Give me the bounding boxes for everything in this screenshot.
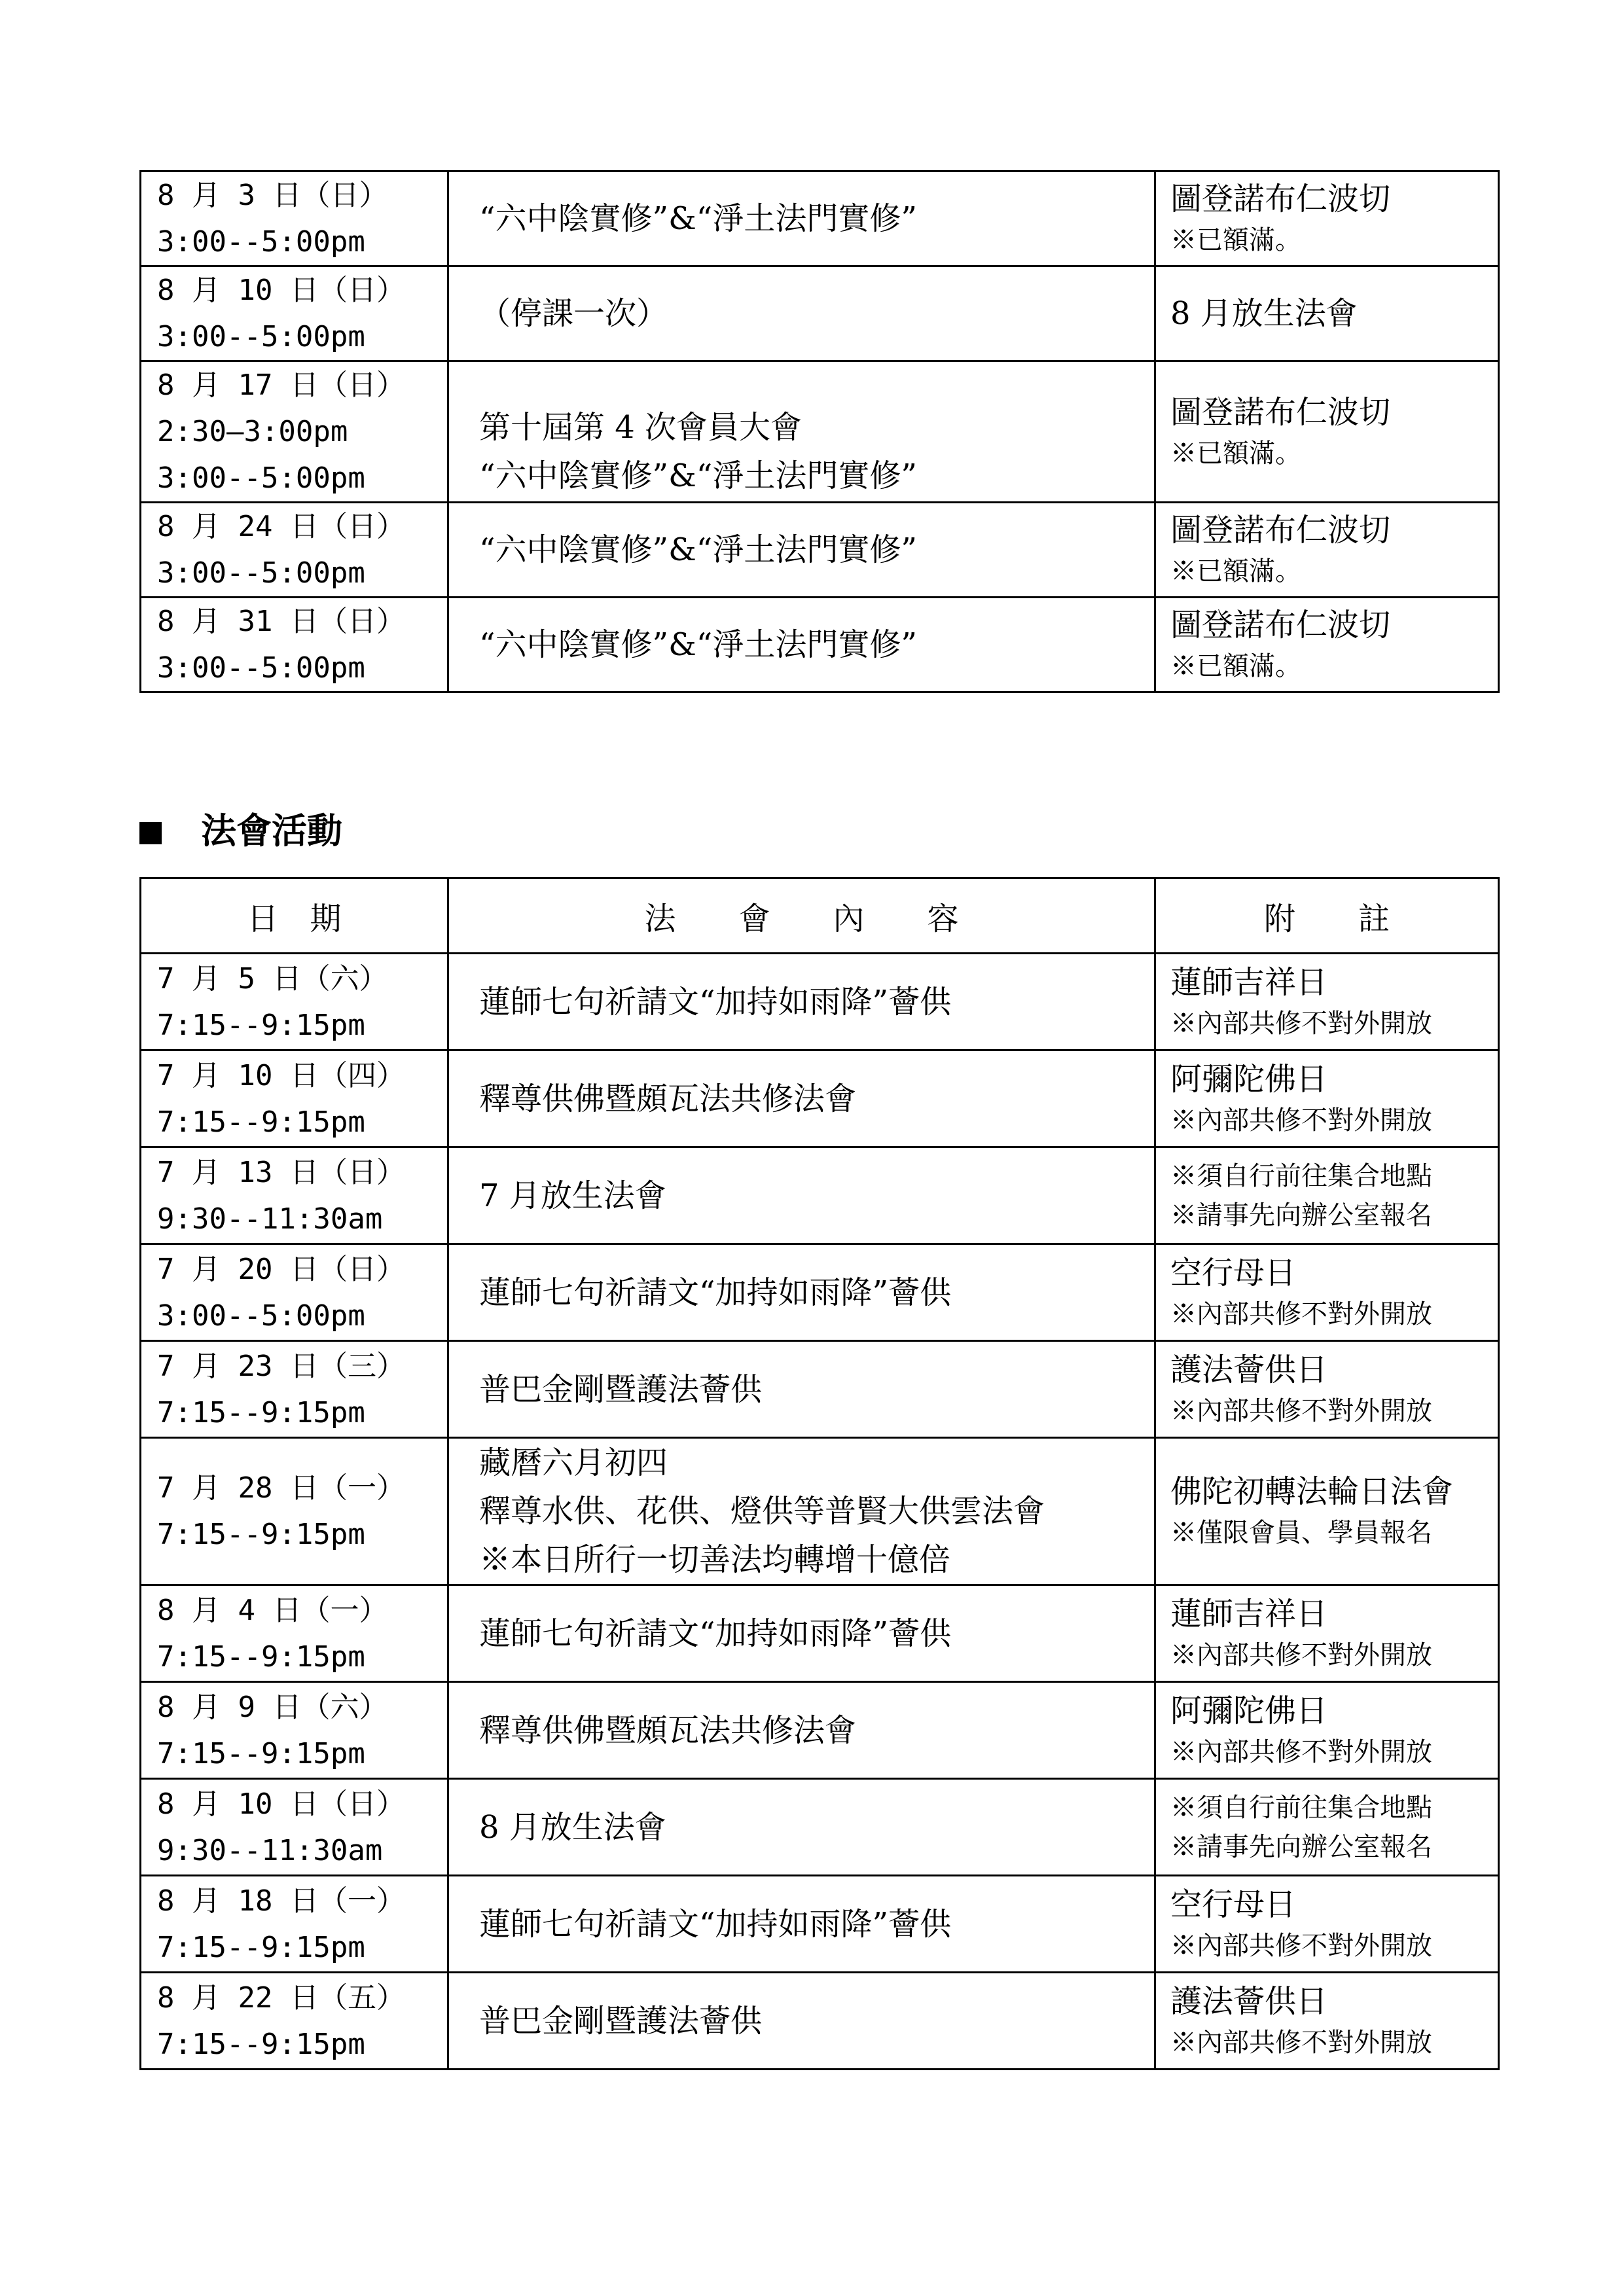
note-cell [1155, 361, 1499, 503]
content-text: 普巴金剛暨護法薈供 [479, 1371, 763, 1408]
date-cell [141, 1244, 448, 1341]
date-text: 8 月 10 日（日） [157, 1787, 405, 1821]
header-date: 日 期 [141, 878, 448, 954]
content-cell [448, 503, 1155, 598]
note-sub-text: ※僅限會員、學員報名 [1170, 1518, 1432, 1548]
note-main-text: 圖登諾布仁波切 [1170, 393, 1391, 431]
content-cell [448, 1682, 1155, 1779]
note-cell [1155, 1973, 1499, 2070]
date-cell [141, 1341, 448, 1438]
content-text: 普巴金剛暨護法薈供 [479, 2002, 763, 2039]
note-main-text: 佛陀初轉法輪日法會 [1170, 1473, 1454, 1510]
section-title: 法會活動 [201, 810, 342, 852]
content-cell [448, 1585, 1155, 1682]
note-cell [1155, 1585, 1499, 1682]
date-cell [141, 954, 448, 1050]
section-heading [139, 808, 342, 854]
note-main-text: 空行母日 [1170, 1254, 1297, 1291]
date-text: 7 月 10 日（四） [157, 1058, 405, 1092]
note-cell [1155, 1341, 1499, 1438]
date-cell [141, 503, 448, 598]
note-sub-text: ※請事先向辦公室報名 [1170, 1831, 1432, 1862]
note-sub-text: ※內部共修不對外開放 [1170, 1395, 1432, 1426]
table-row [141, 1973, 1499, 2070]
content-cell [448, 266, 1155, 361]
content-cell [448, 1244, 1155, 1341]
note-cell [1155, 954, 1499, 1050]
note-cell [1155, 266, 1499, 361]
content-cell [448, 171, 1155, 266]
table-row [141, 1244, 1499, 1341]
header-content: 法 會 內 容 [448, 878, 1155, 954]
note-sub-text: ※內部共修不對外開放 [1170, 1640, 1432, 1670]
note-main-text: 圖登諾布仁波切 [1170, 181, 1391, 217]
date-text: 8 月 4 日（一） [157, 1593, 388, 1627]
table-row [141, 1585, 1499, 1682]
note-cell [1155, 171, 1499, 266]
note-main-text: 圖登諾布仁波切 [1170, 512, 1391, 548]
note-sub-text: ※須自行前往集合地點 [1170, 1792, 1432, 1823]
time-text: 9:30--11:30am [157, 1833, 383, 1867]
note-main-text: 圖登諾布仁波切 [1170, 607, 1391, 643]
time-text: 7:15--9:15pm [157, 1105, 365, 1139]
note-sub-text: ※須自行前往集合地點 [1170, 1160, 1432, 1191]
note-sub-text: ※已額滿。 [1170, 556, 1301, 586]
content-text: “六中陰實修”&“淨土法門實修” [479, 200, 917, 237]
content-cell [448, 1147, 1155, 1244]
table-row [141, 1050, 1499, 1147]
content-cell [448, 598, 1155, 692]
date-text: 8 月 22 日（五） [157, 1981, 405, 2015]
note-main-text: 蓮師吉祥日 [1170, 1595, 1328, 1632]
note-cell [1155, 1438, 1499, 1585]
table-row [141, 1682, 1499, 1779]
content-text: 釋尊供佛暨頗瓦法共修法會 [479, 1712, 857, 1749]
content-cell [448, 1341, 1155, 1438]
time-text: 3:00--5:00pm [157, 225, 365, 259]
content-text: 釋尊水供、花供、燈供等普賢大供雲法會 [479, 1493, 1045, 1530]
date-cell [141, 171, 448, 266]
note-sub-text: ※內部共修不對外開放 [1170, 1008, 1432, 1039]
date-text: 7 月 5 日（六） [157, 961, 388, 996]
content-text: “六中陰實修”&“淨土法門實修” [479, 626, 917, 663]
table-row [141, 266, 1499, 361]
date-cell [141, 1438, 448, 1585]
content-cell [448, 1876, 1155, 1973]
note-sub-text: ※內部共修不對外開放 [1170, 1930, 1432, 1961]
table-row [141, 1779, 1499, 1876]
note-cell [1155, 1244, 1499, 1341]
time-text: 7:15--9:15pm [157, 2027, 365, 2061]
note-sub-text: ※內部共修不對外開放 [1170, 1299, 1432, 1329]
table-row [141, 503, 1499, 598]
table-row [141, 1341, 1499, 1438]
date-text: 7 月 23 日（三） [157, 1349, 405, 1383]
table-row [141, 1876, 1499, 1973]
date-cell [141, 361, 448, 503]
time-text: 9:30--11:30am [157, 1202, 383, 1236]
date-text: 8 月 31 日（日） [157, 605, 405, 638]
content-text: 釋尊供佛暨頗瓦法共修法會 [479, 1080, 857, 1117]
date-cell [141, 1585, 448, 1682]
note-main-text: 護法薈供日 [1170, 1351, 1328, 1388]
note-sub-text: ※請事先向辦公室報名 [1170, 1200, 1432, 1230]
table-row [141, 954, 1499, 1050]
time-text: 7:15--9:15pm [157, 1930, 365, 1964]
content-text: 蓮師七句祈請文“加持如雨降”薈供 [479, 1905, 952, 1943]
time-text: 3:00--5:00pm [157, 651, 365, 685]
note-main-text: 8 月放生法會 [1170, 295, 1358, 332]
date-text: 8 月 24 日（日） [157, 510, 405, 543]
note-cell [1155, 1050, 1499, 1147]
date-cell [141, 266, 448, 361]
content-cell [448, 954, 1155, 1050]
date-text: 8 月 9 日（六） [157, 1690, 388, 1724]
note-cell [1155, 598, 1499, 692]
schedule-table-continued [139, 170, 1500, 693]
date-cell [141, 1779, 448, 1876]
note-main-text: 蓮師吉祥日 [1170, 963, 1328, 1001]
note-cell [1155, 1682, 1499, 1779]
content-text: （停課一次） [479, 295, 668, 332]
note-sub-text: ※內部共修不對外開放 [1170, 2027, 1432, 2058]
content-cell [448, 361, 1155, 503]
content-cell [448, 1050, 1155, 1147]
note-cell [1155, 1147, 1499, 1244]
date-cell [141, 1050, 448, 1147]
note-sub-text: ※已額滿。 [1170, 225, 1301, 255]
time-text: 3:00--5:00pm [157, 461, 365, 495]
date-text: 8 月 18 日（一） [157, 1884, 405, 1918]
note-cell [1155, 1876, 1499, 1973]
note-main-text: 阿彌陀佛日 [1170, 1060, 1328, 1098]
dharma-assembly-table [139, 877, 1500, 2070]
content-text: “六中陰實修”&“淨土法門實修” [479, 457, 917, 494]
date-cell [141, 1973, 448, 2070]
note-sub-text: ※已額滿。 [1170, 651, 1301, 681]
table-row [141, 1438, 1499, 1585]
note-sub-text: ※內部共修不對外開放 [1170, 1105, 1432, 1136]
table-row [141, 1147, 1499, 1244]
time-text: 7:15--9:15pm [157, 1736, 365, 1770]
content-text: 蓮師七句祈請文“加持如雨降”薈供 [479, 983, 952, 1020]
content-text: ※本日所行一切善法均轉增十億倍 [479, 1541, 951, 1578]
content-text: 蓮師七句祈請文“加持如雨降”薈供 [479, 1615, 952, 1652]
date-text: 7 月 20 日（日） [157, 1252, 405, 1286]
time-text: 2:30—3:00pm [157, 415, 348, 448]
time-text: 7:15--9:15pm [157, 1395, 365, 1429]
note-cell [1155, 1779, 1499, 1876]
date-cell [141, 1876, 448, 1973]
table-header-row [141, 878, 1499, 954]
content-text: 蓮師七句祈請文“加持如雨降”薈供 [479, 1274, 952, 1311]
content-text: 藏曆六月初四 [479, 1444, 668, 1481]
time-text: 3:00--5:00pm [157, 320, 365, 353]
date-text: 7 月 13 日（日） [157, 1155, 405, 1189]
time-text: 7:15--9:15pm [157, 1518, 365, 1551]
time-text: 7:15--9:15pm [157, 1640, 365, 1674]
content-text: 8 月放生法會 [479, 1808, 666, 1846]
header-note: 附 註 [1155, 878, 1499, 954]
date-text: 8 月 10 日（日） [157, 274, 405, 307]
time-text: 7:15--9:15pm [157, 1008, 365, 1042]
content-cell [448, 1973, 1155, 2070]
content-text: 第十屆第 4 次會員大會 [479, 408, 803, 446]
content-text: 7 月放生法會 [479, 1177, 666, 1214]
note-sub-text: ※已額滿。 [1170, 438, 1301, 469]
note-main-text: 空行母日 [1170, 1886, 1297, 1923]
note-cell [1155, 503, 1499, 598]
table-row [141, 598, 1499, 692]
content-cell [448, 1779, 1155, 1876]
date-text: 8 月 17 日（日） [157, 368, 405, 402]
table-row [141, 361, 1499, 503]
table-row [141, 171, 1499, 266]
note-sub-text: ※內部共修不對外開放 [1170, 1736, 1432, 1767]
time-text: 3:00--5:00pm [157, 556, 365, 590]
note-main-text: 阿彌陀佛日 [1170, 1692, 1328, 1729]
content-cell [448, 1438, 1155, 1585]
square-bullet-icon [139, 822, 162, 844]
date-cell [141, 598, 448, 692]
date-cell [141, 1147, 448, 1244]
content-text: “六中陰實修”&“淨土法門實修” [479, 531, 917, 568]
date-text: 8 月 3 日（日） [157, 179, 388, 212]
date-cell [141, 1682, 448, 1779]
note-main-text: 護法薈供日 [1170, 1982, 1328, 2020]
date-text: 7 月 28 日（一） [157, 1471, 405, 1505]
time-text: 3:00--5:00pm [157, 1299, 365, 1333]
